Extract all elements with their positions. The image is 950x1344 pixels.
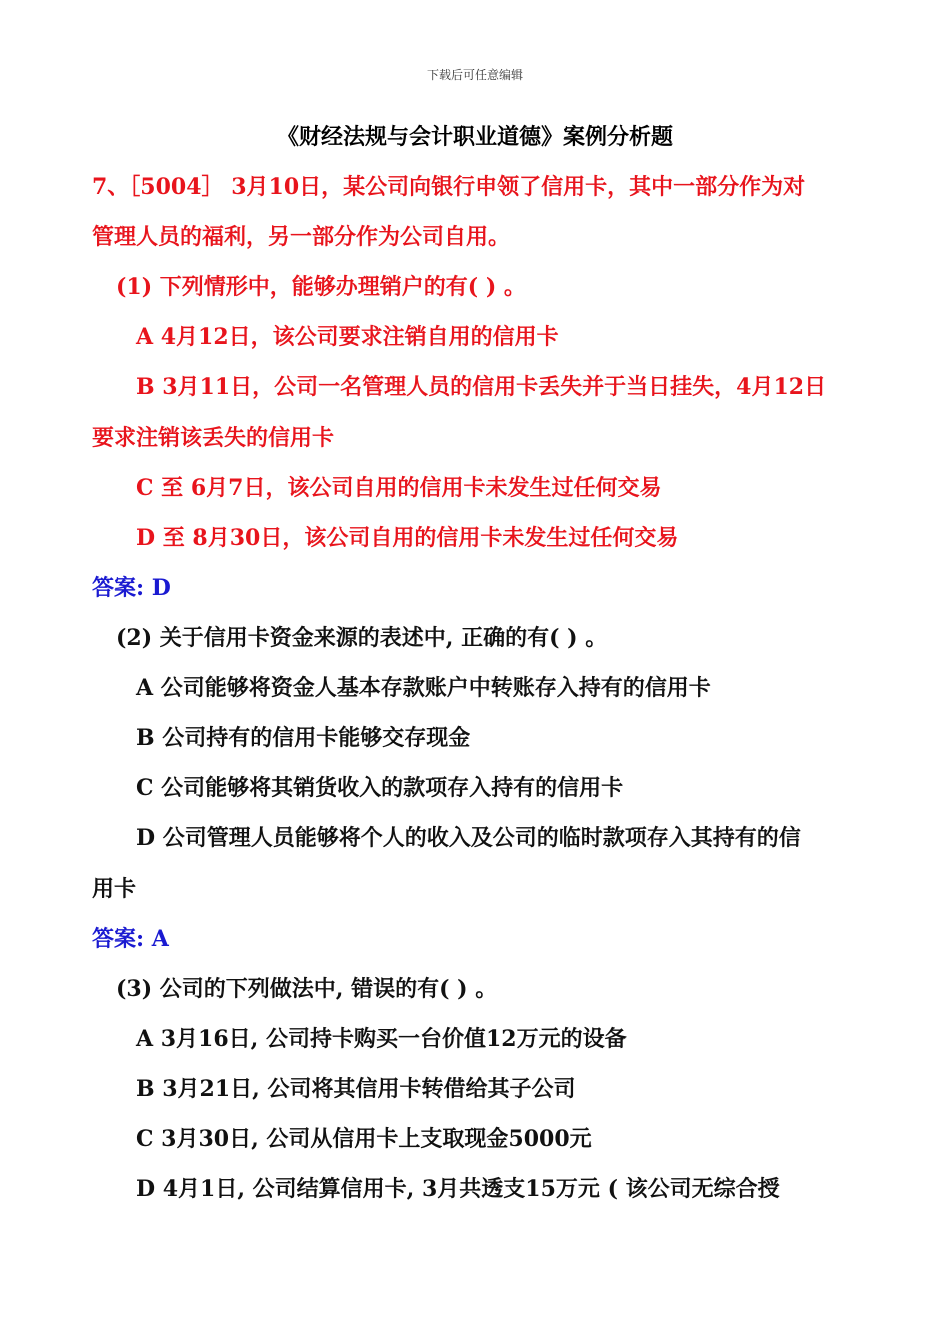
sub-question-1-prompt: (1) 下列情形中，能够办理销户的有( ) 。 [116, 274, 526, 300]
sub-question-2-answer: 答案: A [92, 926, 169, 952]
document-title: 《财经法规与会计职业道德》案例分析题 [276, 124, 673, 150]
sub-question-1-option-d: D 至 8月30日，该公司自用的信用卡未发生过任何交易 [136, 525, 679, 551]
sub-question-2-option-a: A 公司能够将资金人基本存款账户中转账存入持有的信用卡 [136, 675, 711, 701]
sub-question-1-option-a: A 4月12日，该公司要求注销自用的信用卡 [136, 324, 559, 350]
sub-question-3-option-d-line-1: D 4月1日, 公司结算信用卡, 3月共透支15万元 ( 该公司无综合授 [136, 1176, 780, 1202]
sub-question-1-answer: 答案: D [92, 575, 171, 601]
sub-question-2-option-b: B 公司持有的信用卡能够交存现金 [136, 725, 471, 751]
sub-question-1-option-b-line-1: B 3月11日，公司一名管理人员的信用卡丢失并于当日挂失，4月12日 [136, 374, 827, 400]
sub-question-2-prompt: (2) 关于信用卡资金来源的表述中, 正确的有( ) 。 [116, 625, 608, 651]
sub-question-3-option-c: C 3月30日, 公司从信用卡上支取现金5000元 [136, 1126, 592, 1152]
header-note: 下载后可任意编辑 [426, 68, 523, 82]
question-stem-line-2: 管理人员的福利，另一部分作为公司自用。 [92, 224, 511, 250]
sub-question-3-option-b: B 3月21日, 公司将其信用卡转借给其子公司 [136, 1076, 576, 1102]
question-stem-line-1: 7、［5004］ 3月10日，某公司向银行申领了信用卡，其中一部分作为对 [92, 174, 806, 200]
sub-question-1-option-b-line-2: 要求注销该丢失的信用卡 [92, 425, 335, 451]
sub-question-3-option-a: A 3月16日, 公司持卡购买一台价值12万元的设备 [136, 1026, 627, 1052]
sub-question-3-prompt: (3) 公司的下列做法中, 错误的有( ) 。 [116, 976, 498, 1002]
sub-question-1-option-c: C 至 6月7日，该公司自用的信用卡未发生过任何交易 [136, 475, 662, 501]
sub-question-2-option-d-line-2: 用卡 [92, 876, 137, 902]
sub-question-2-option-d-line-1: D 公司管理人员能够将个人的收入及公司的临时款项存入其持有的信 [136, 825, 801, 851]
sub-question-2-option-c: C 公司能够将其销货收入的款项存入持有的信用卡 [136, 775, 624, 801]
